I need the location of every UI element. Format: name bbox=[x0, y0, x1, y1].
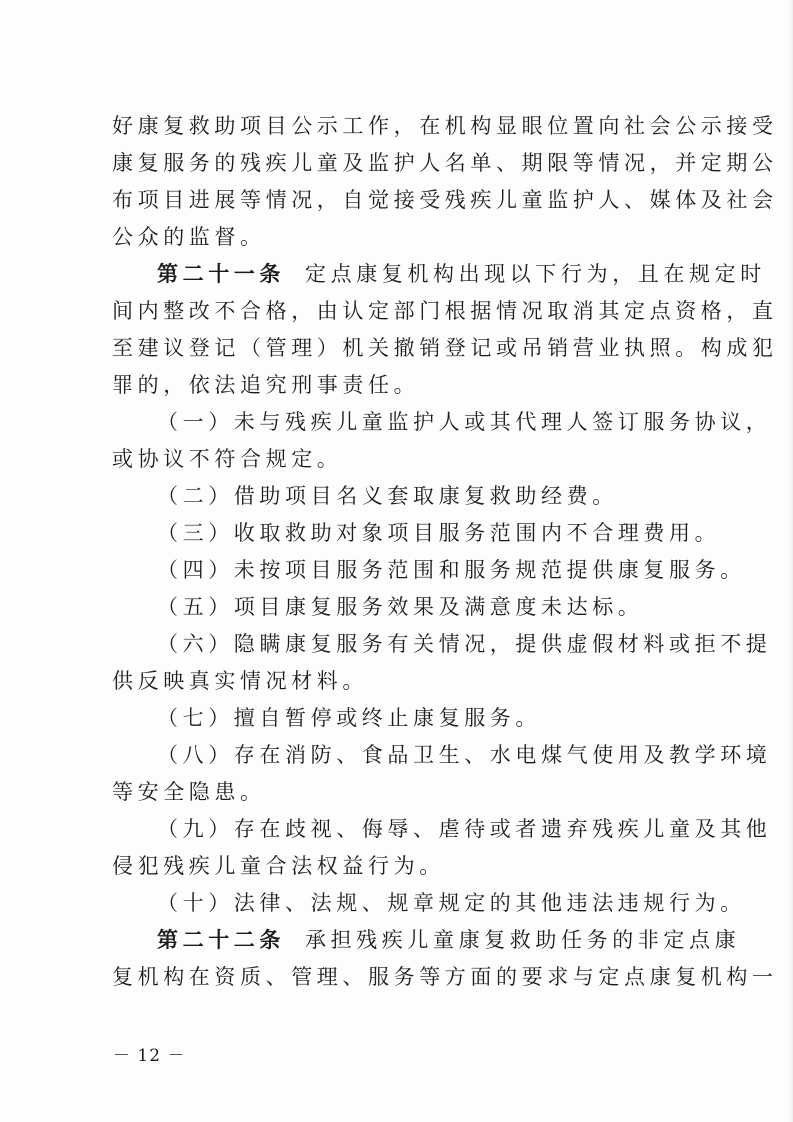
body-line: 等安全隐患。 bbox=[112, 780, 266, 804]
scan-edge-shadow bbox=[789, 0, 793, 1122]
article-21-paragraph bbox=[157, 260, 766, 288]
body-text: 承担残疾儿童康复救助任务的非定点康 bbox=[305, 928, 741, 952]
body-line: 供反映真实情况材料。 bbox=[112, 669, 368, 693]
body-line: 复机构在资质、管理、服务等方面的要求与定点康复机构一 bbox=[112, 965, 778, 989]
body-line: 好康复救助项目公示工作，在机构显眼位置向社会公示接受 bbox=[112, 114, 778, 138]
body-line: 侵犯残疾儿童合法权益行为。 bbox=[112, 854, 445, 878]
article-21-heading: 第二十一条 bbox=[157, 261, 285, 286]
body-line: 布项目进展等情况，自觉接受残疾儿童监护人、媒体及社会 bbox=[112, 188, 778, 212]
body-line: 罪的，依法追究刑事责任。 bbox=[112, 373, 420, 397]
body-line: 至建议登记（管理）机关撤销登记或吊销营业执照。构成犯 bbox=[112, 336, 778, 360]
list-item: （二）借助项目名义套取康复救助经费。 bbox=[157, 484, 618, 508]
list-item: （三）收取救助对象项目服务范围内不合理费用。 bbox=[157, 521, 721, 545]
list-item: （八）存在消防、食品卫生、水电煤气使用及教学环境 bbox=[157, 743, 772, 767]
body-line: 康复服务的残疾儿童及监护人名单、期限等情况，并定期公 bbox=[112, 151, 778, 175]
list-item: （一）未与残疾儿童监护人或其代理人签订服务协议， bbox=[157, 410, 772, 434]
article-22-heading: 第二十二条 bbox=[157, 927, 285, 952]
list-item: （五）项目康复服务效果及满意度未达标。 bbox=[157, 595, 644, 619]
body-line: 公众的监督。 bbox=[112, 225, 266, 249]
list-item: （十）法律、法规、规章规定的其他违法违规行为。 bbox=[157, 891, 746, 915]
list-item: （四）未按项目服务范围和服务规范提供康复服务。 bbox=[157, 558, 746, 582]
article-22-paragraph bbox=[157, 926, 741, 954]
list-item: （七）擅自暂停或终止康复服务。 bbox=[157, 706, 541, 730]
page-number: － 12 － bbox=[113, 1046, 186, 1066]
list-item: （九）存在歧视、侮辱、虐待或者遗弃残疾儿童及其他 bbox=[157, 817, 772, 841]
body-line: 间内整改不合格，由认定部门根据情况取消其定点资格，直 bbox=[112, 299, 778, 323]
list-item: （六）隐瞒康复服务有关情况，提供虚假材料或拒不提 bbox=[157, 632, 772, 656]
body-text: 定点康复机构出现以下行为，且在规定时 bbox=[305, 262, 766, 286]
body-line: 或协议不符合规定。 bbox=[112, 447, 343, 471]
